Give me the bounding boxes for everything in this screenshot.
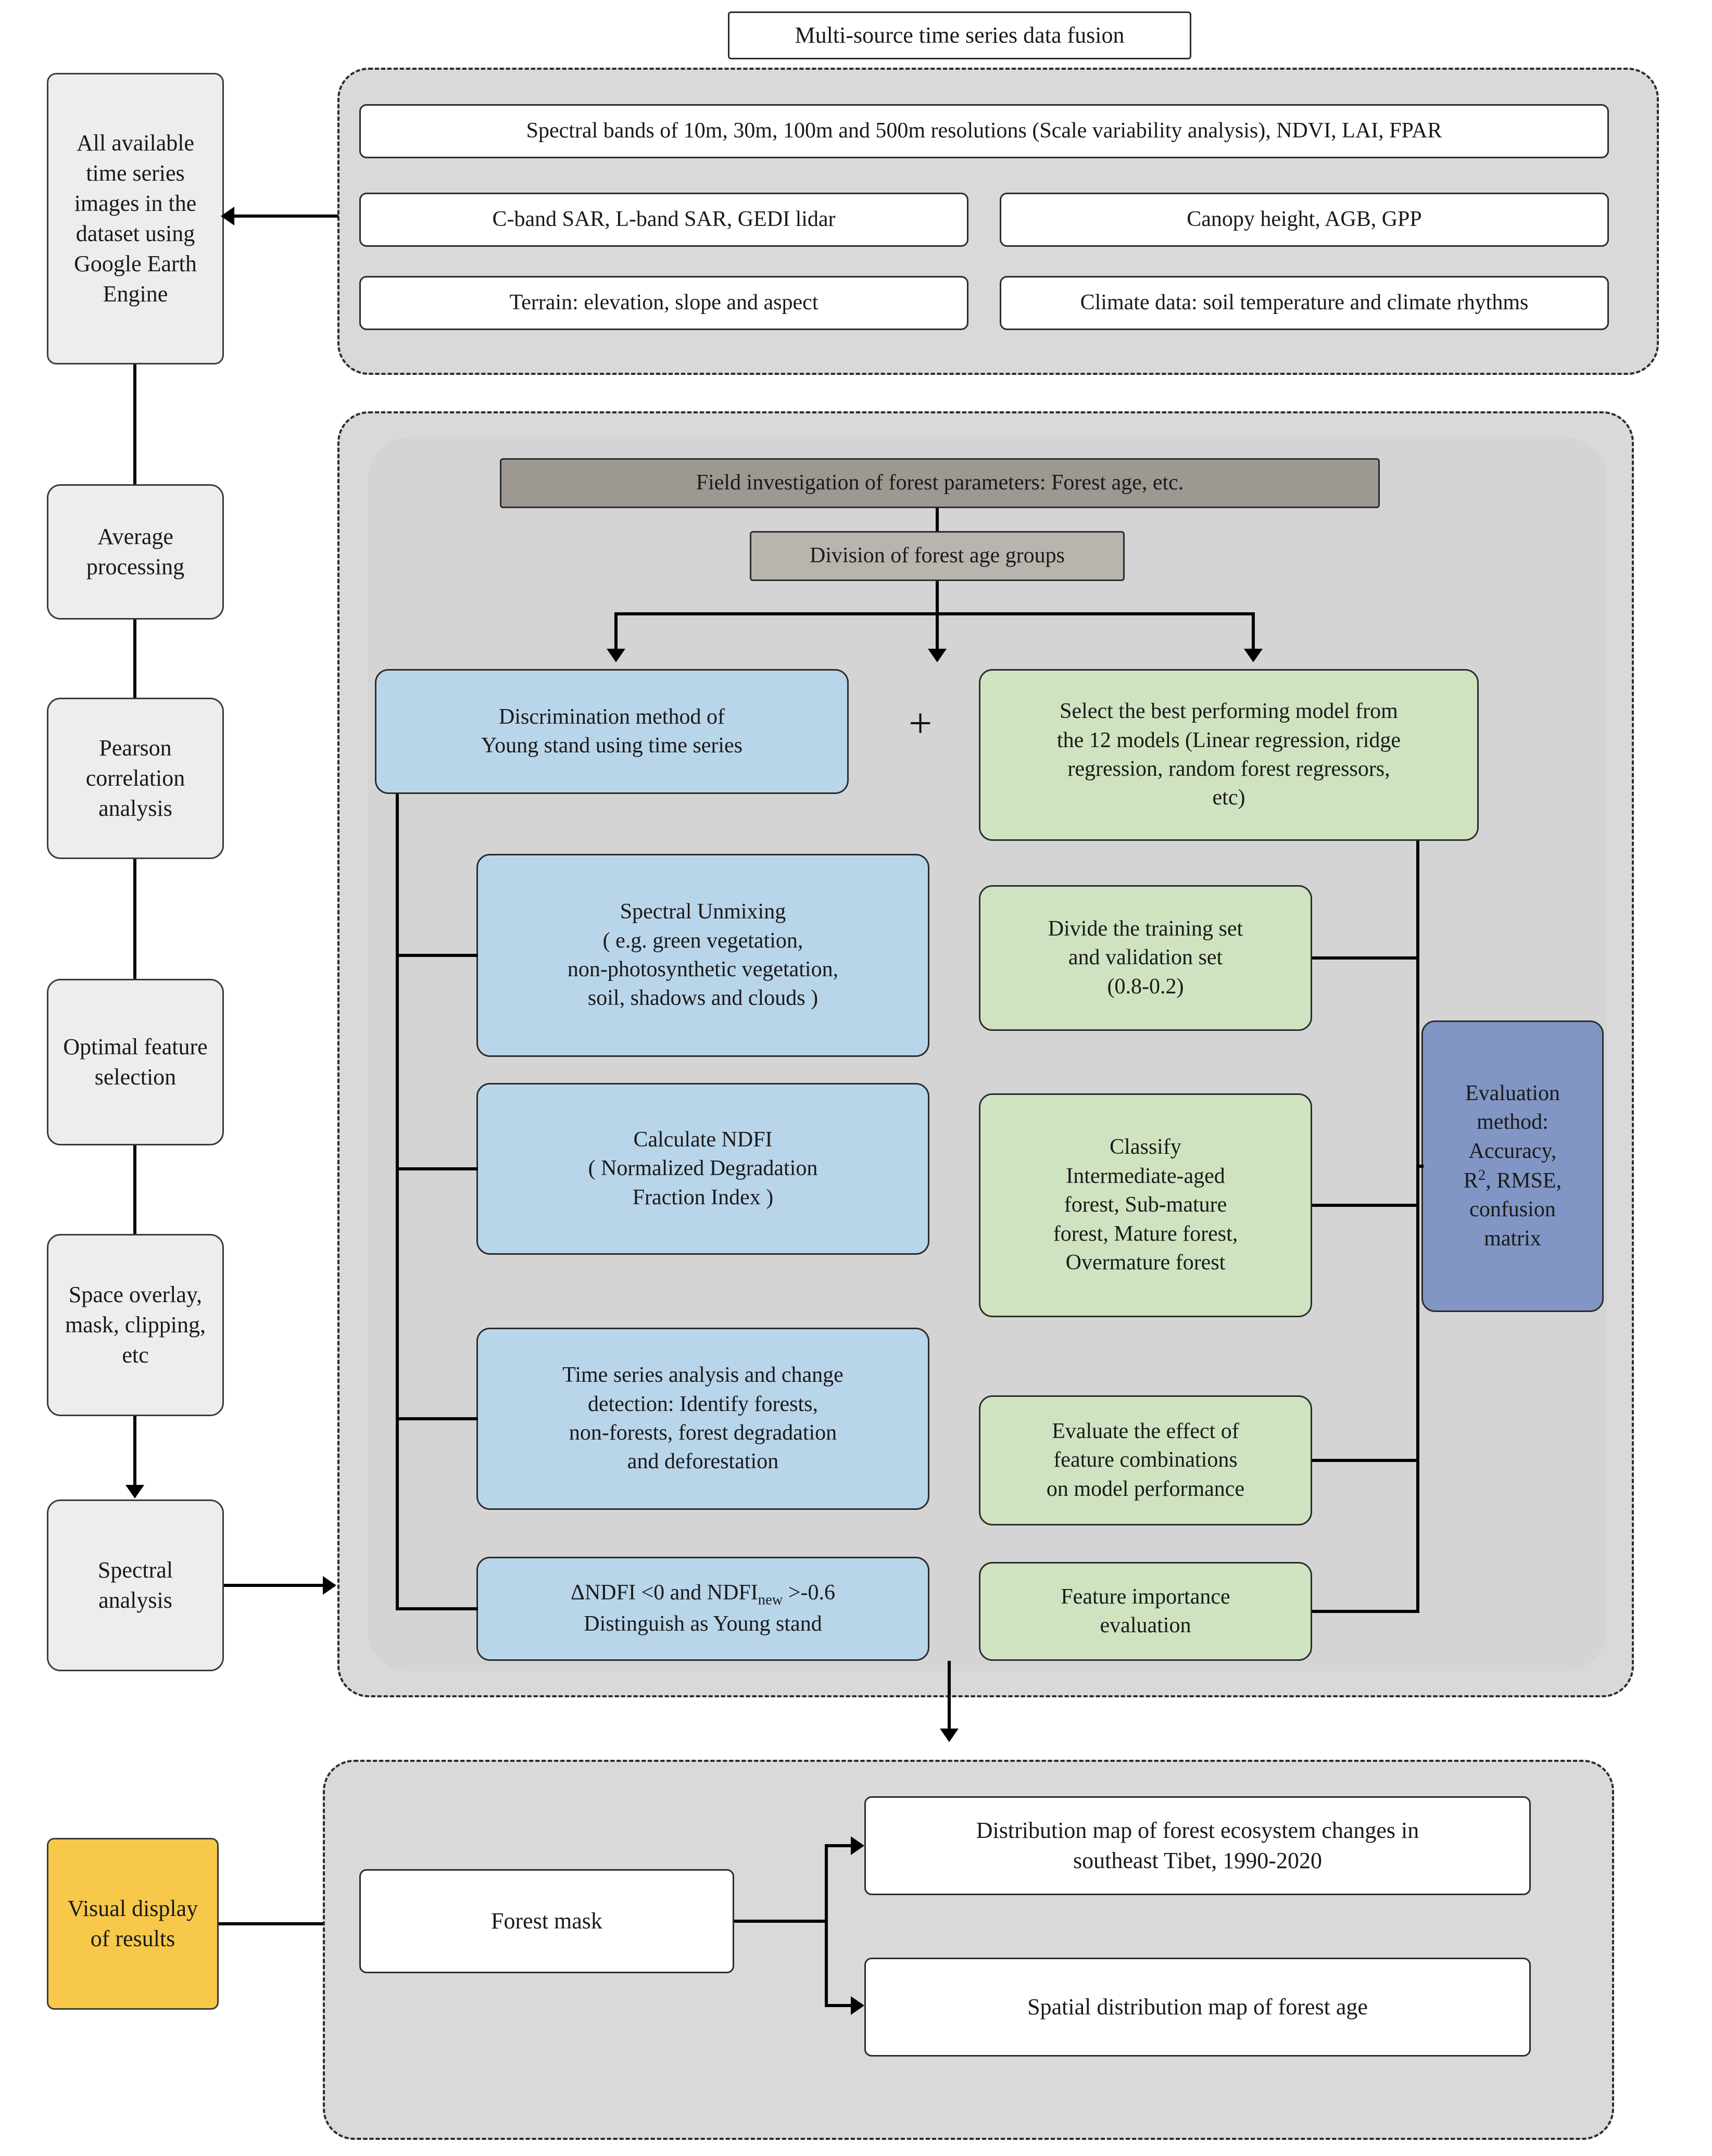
- blue-node-3: [476, 1083, 929, 1255]
- connector-1-2: [133, 364, 136, 484]
- green-node-3-line3: forest, Sub-mature: [1064, 1193, 1227, 1217]
- arrowhead-branch-right: [1244, 649, 1263, 662]
- evaluation-line4-b: , RMSE,: [1486, 1169, 1562, 1193]
- left-step-2: Average processing: [47, 484, 224, 620]
- connector-toppanel-step1: [234, 215, 338, 218]
- connector-branch-left: [614, 612, 618, 654]
- evaluation-method-box: [1421, 1020, 1604, 1312]
- blue-node-5: [476, 1557, 929, 1661]
- connector-4-5: [133, 1145, 136, 1234]
- connector-mask-riser: [825, 1846, 828, 2007]
- connector-step6-midpanel: [224, 1584, 323, 1587]
- green-node-3-line2: Intermediate-aged: [1066, 1164, 1225, 1188]
- connector-agegroups-stem: [936, 581, 939, 612]
- top-panel-row-2: C-band SAR, L-band SAR, GEDI lidar: [359, 193, 968, 247]
- age-groups-box: Division of forest age groups: [750, 531, 1125, 581]
- green-node-5-line2: evaluation: [1100, 1613, 1191, 1637]
- evaluation-line3: Accuracy,: [1468, 1139, 1557, 1163]
- green-node-3-line4: forest, Mature forest,: [1053, 1221, 1238, 1246]
- green-node-4-line3: on model performance: [1046, 1477, 1245, 1501]
- green-node-4-line2: feature combinations: [1053, 1448, 1238, 1472]
- arrowhead-output-2: [851, 1996, 864, 2015]
- arrowhead-toppanel-step1: [221, 207, 234, 225]
- evaluation-line5: confusion: [1469, 1197, 1556, 1222]
- connector-2-3: [133, 620, 136, 698]
- green-node-1-line1: Select the best performing model from: [1060, 699, 1398, 724]
- blue-node-4-line1: Time series analysis and change: [562, 1363, 844, 1388]
- connector-3-4: [133, 859, 136, 979]
- green-node-4: [979, 1395, 1312, 1525]
- arrowhead-step6-midpanel: [323, 1576, 336, 1595]
- blue-node-1-line2: Young stand using time series: [481, 734, 743, 758]
- arrowhead-output-1: [851, 1836, 864, 1855]
- blue-node-5-line2: Distinguish as Young stand: [584, 1612, 822, 1636]
- connector-step7-forestmask: [219, 1922, 333, 1925]
- blue-node-4: [476, 1328, 929, 1510]
- connector-mask-bus: [734, 1920, 828, 1923]
- green-node-5-line1: Feature importance: [1061, 1584, 1230, 1609]
- left-step-3: Pearson correlation analysis: [47, 698, 224, 859]
- green-node-2-line2: and validation set: [1068, 945, 1223, 970]
- top-panel-title: Multi-source time series data fusion: [728, 11, 1191, 59]
- output-change-map-line1: Distribution map of forest ecosystem changes in: [976, 1817, 1419, 1843]
- blue-branch-4: [396, 1417, 478, 1420]
- output-change-map-line2: southeast Tibet, 1990-2020: [1073, 1848, 1322, 1873]
- arrowhead-5-6: [125, 1485, 144, 1498]
- blue-node-5-line1: [571, 1579, 835, 1610]
- connector-field-agegroups: [936, 508, 939, 531]
- connector-agegroups-bus: [614, 612, 1255, 615]
- blue-node-2: [476, 854, 929, 1057]
- blue-node-3-line2: ( Normalized Degradation: [588, 1156, 818, 1181]
- blue-node-2-line4: soil, shadows and clouds ): [587, 986, 819, 1011]
- blue-node-1: [375, 669, 849, 794]
- top-panel-row-3: Canopy height, AGB, GPP: [1000, 193, 1609, 247]
- evaluation-line2: method:: [1477, 1110, 1549, 1134]
- blue-node-2-line3: non-photosynthetic vegetation,: [567, 957, 839, 981]
- blue-branch-5: [396, 1607, 478, 1610]
- evaluation-line6: matrix: [1484, 1226, 1541, 1251]
- output-forest-age-map-box: Spatial distribution map of forest age: [864, 1958, 1531, 2057]
- plus-symbol: +: [909, 701, 933, 747]
- evaluation-line4-a: R: [1463, 1169, 1478, 1193]
- green-node-3-line1: Classify: [1110, 1135, 1181, 1159]
- blue-node-4-line4: and deforestation: [627, 1449, 779, 1474]
- connector-mask-top: [825, 1844, 851, 1847]
- green-node-4-line1: Evaluate the effect of: [1052, 1419, 1239, 1443]
- blue-node-1-line1: Discrimination method of: [499, 704, 725, 729]
- green-node-2-line1: Divide the training set: [1048, 916, 1243, 941]
- connector-branch-mid: [936, 612, 939, 654]
- green-node-1-line4: etc): [1212, 786, 1245, 810]
- arrowhead-branch-mid: [928, 649, 947, 662]
- blue-node-5-line1-a: ΔNDFI <0 and NDFI: [570, 1581, 758, 1605]
- top-panel-row-1: Spectral bands of 10m, 30m, 100m and 500m resolutions (Scale variability analysis), NDVI, LAI, FPAR: [359, 104, 1609, 158]
- evaluation-line1: Evaluation: [1465, 1081, 1560, 1105]
- blue-node-3-line1: Calculate NDFI: [633, 1127, 773, 1152]
- output-change-map-box: [864, 1796, 1531, 1895]
- blue-node-4-line3: non-forests, forest degradation: [569, 1421, 837, 1445]
- navy-inlet: [1416, 1165, 1424, 1168]
- green-node-2-line3: (0.8-0.2): [1107, 974, 1184, 999]
- blue-node-3-line3: Fraction Index ): [632, 1185, 774, 1209]
- green-node-5: [979, 1562, 1312, 1661]
- green-node-3: [979, 1093, 1312, 1317]
- connector-mask-bottom: [825, 2004, 851, 2007]
- left-step-1: All available time series images in the dataset using Google Earth Engine: [47, 73, 224, 364]
- green-node-1-line2: the 12 models (Linear regression, ridge: [1056, 728, 1401, 752]
- forest-mask-box: Forest mask: [359, 1869, 734, 1973]
- field-investigation-box: Field investigation of forest parameters: Forest age, etc.: [500, 458, 1380, 508]
- connector-mid-bottom: [948, 1661, 951, 1734]
- connector-5-6: [133, 1416, 136, 1485]
- arrowhead-branch-left: [607, 649, 625, 662]
- blue-spine: [396, 794, 399, 1609]
- left-step-6: Spectral analysis: [47, 1499, 224, 1671]
- blue-node-2-line1: Spectral Unmixing: [620, 900, 786, 924]
- evaluation-line4-sup: 2: [1478, 1167, 1486, 1183]
- arrowhead-mid-bottom: [940, 1729, 959, 1742]
- top-panel-row-5: Climate data: soil temperature and climate rhythms: [1000, 276, 1609, 330]
- blue-branch-2: [396, 954, 478, 957]
- connector-branch-right: [1252, 612, 1255, 654]
- green-branch-2: [1312, 956, 1419, 960]
- blue-node-2-line2: ( e.g. green vegetation,: [602, 928, 803, 953]
- green-node-1: [979, 669, 1479, 841]
- top-panel-row-4: Terrain: elevation, slope and aspect: [359, 276, 968, 330]
- green-branch-4: [1312, 1459, 1419, 1462]
- blue-node-4-line2: detection: Identify forests,: [587, 1392, 819, 1416]
- green-branch-5: [1312, 1610, 1419, 1613]
- green-node-2: [979, 885, 1312, 1031]
- blue-branch-3: [396, 1167, 478, 1170]
- blue-node-5-line1-sub: new: [758, 1592, 783, 1608]
- green-node-3-line5: Overmature forest: [1065, 1251, 1226, 1275]
- green-branch-3: [1312, 1204, 1419, 1207]
- blue-node-5-line1-b: >-0.6: [783, 1581, 836, 1605]
- evaluation-line4: [1464, 1166, 1562, 1195]
- green-node-1-line3: regression, random forest regressors,: [1067, 757, 1390, 781]
- left-step-5: Space overlay, mask, clipping, etc: [47, 1234, 224, 1416]
- left-step-4: Optimal feature selection: [47, 979, 224, 1145]
- left-step-7-visual-display: Visual display of results: [47, 1838, 219, 2010]
